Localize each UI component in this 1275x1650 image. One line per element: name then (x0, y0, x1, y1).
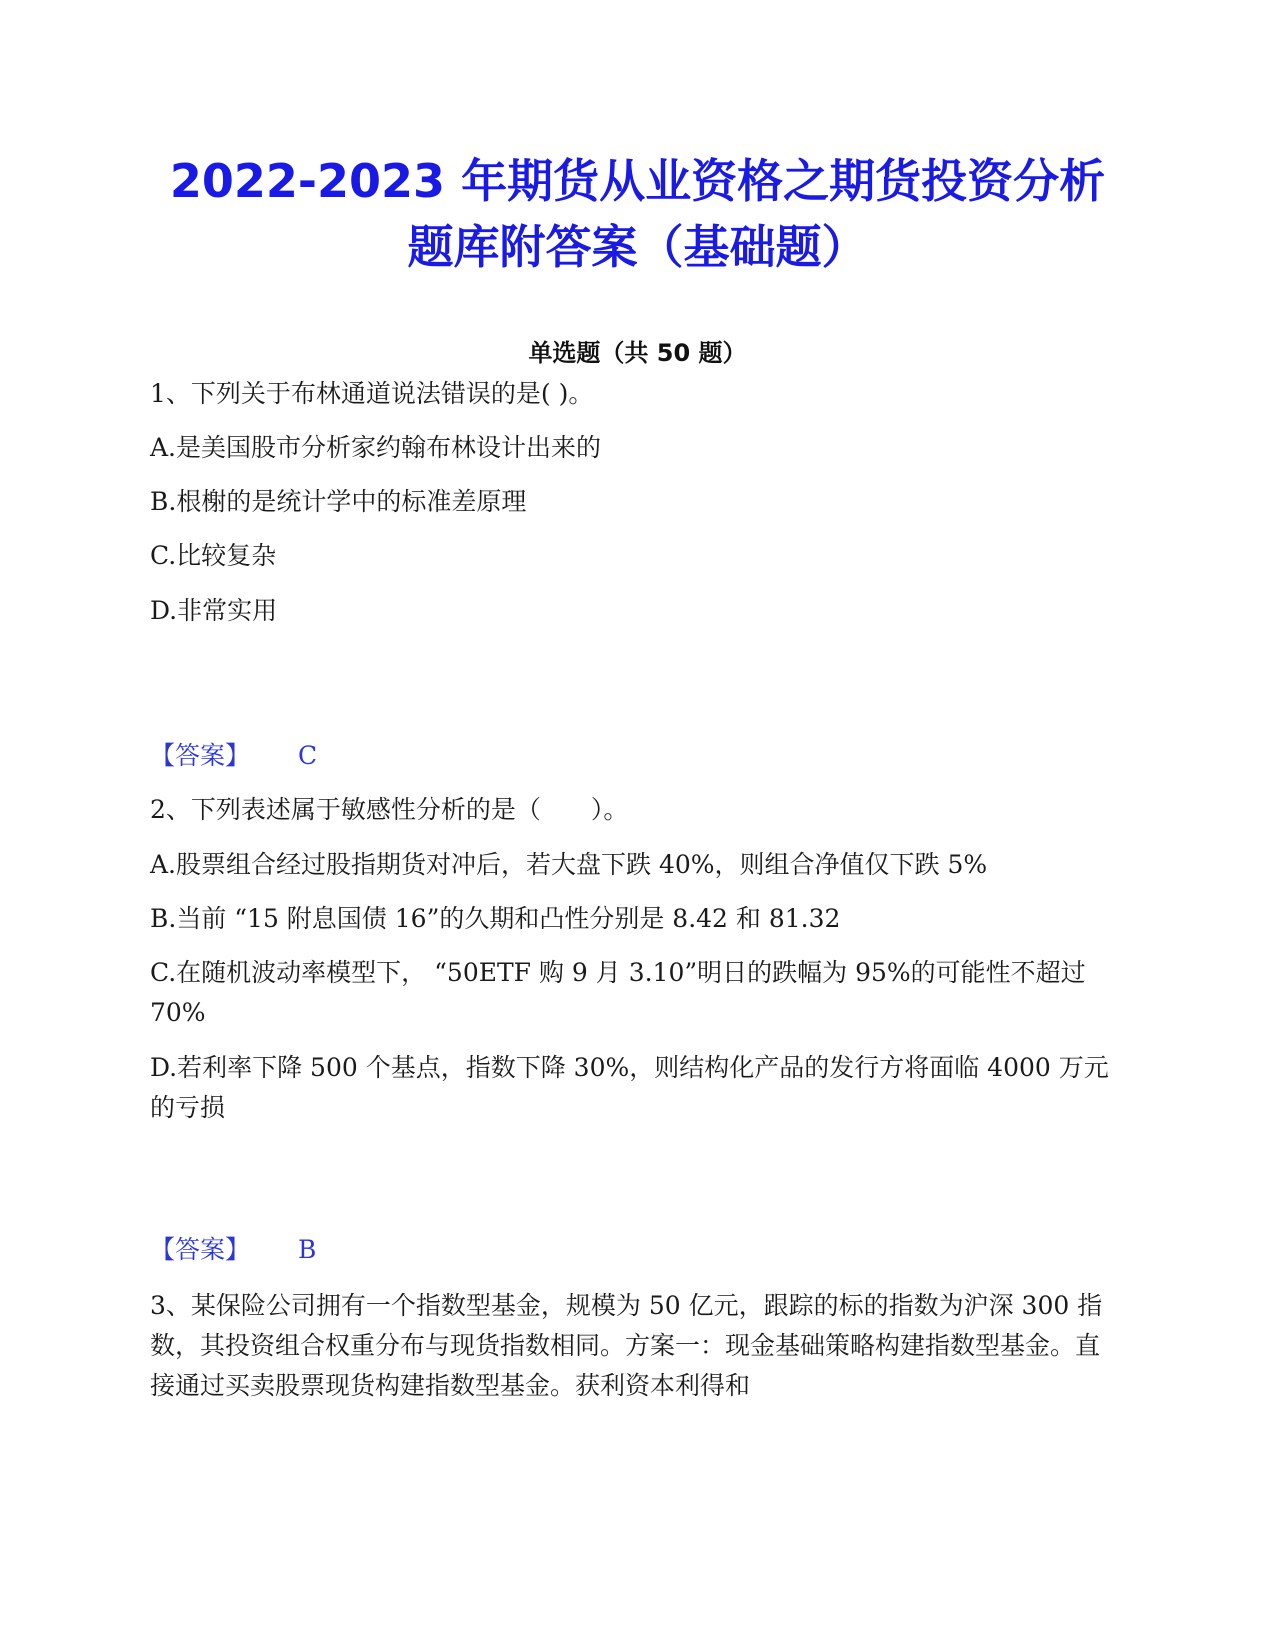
question-2-option-c: C.在随机波动率模型下， “50ETF 购 9 月 3.10”明日的跌幅为 95%的可能性不超过 70% (150, 958, 1086, 1027)
question-1-option-c: C.比较复杂 (150, 541, 277, 570)
question-1-stem: 1、下列关于布林通道说法错误的是( )。 (150, 379, 594, 408)
question-2-option-a: A.股票组合经过股指期货对冲后，若大盘下跌 40%，则组合净值仅下跌 5% (150, 850, 988, 879)
title-line-1: 2022-2023 年期货从业资格之期货投资分析 (169, 154, 1106, 208)
title-line-2: 题库附答案（基础题） (407, 220, 868, 274)
question-3-stem: 3、某保险公司拥有一个指数型基金，规模为 50 亿元，跟踪的标的指数为沪深 300 指数，其投资组合权重分布与现货指数相同。方案一：现金基础策略构建指数型基金。直接通过买卖股票现货构建指数型基金。获利资本利得和 (150, 1291, 1103, 1400)
document-title (100, 148, 1175, 280)
question-2-answer (150, 1230, 316, 1270)
question-1-option-b: B.根榭的是统计学中的标准差原理 (150, 487, 527, 516)
question-1-option-a: A.是美国股市分析家约翰布林设计出来的 (150, 433, 602, 462)
question-2-option-b: B.当前 “15 附息国债 16”的久期和凸性分别是 8.42 和 81.32 (150, 904, 841, 933)
answer-value: C (298, 741, 318, 770)
answer-value: B (298, 1235, 317, 1264)
question-1-answer (150, 736, 317, 776)
answer-label: 【答案】 (150, 1235, 251, 1264)
question-1-option-d: D.非常实用 (150, 596, 278, 625)
section-title: 单选题（共 50 题） (528, 339, 747, 367)
question-2-option-d: D.若利率下降 500 个基点，指数下降 30%，则结构化产品的发行方将面临 4000 万元的亏损 (150, 1053, 1109, 1122)
question-2-stem: 2、下列表述属于敏感性分析的是（ ）。 (150, 795, 629, 824)
answer-label: 【答案】 (150, 741, 251, 770)
